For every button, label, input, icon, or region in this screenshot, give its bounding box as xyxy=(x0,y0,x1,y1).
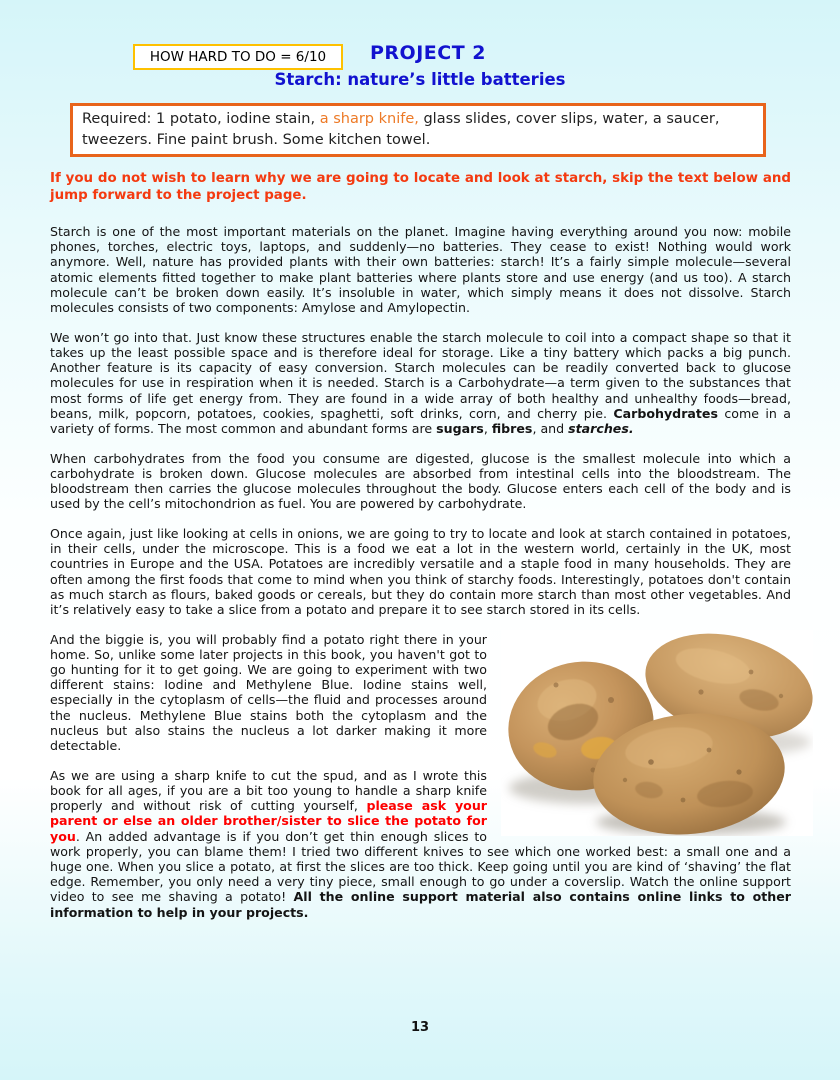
body-content xyxy=(50,171,791,934)
required-materials-box xyxy=(70,103,766,157)
page-number: 13 xyxy=(410,1020,430,1035)
paragraph-digestion: When carbohydrates from the food you consume are digested, glucose is the smallest molecule into which a carbohydrate is broken down. Glucose molecules are absorbed from intestinal cells into the bloodstream. The bloodstream then carries the glucose molecules throughout the body. Glucose enters each cell of the body and is used by the cell’s mitochondrion as fuel. You are powered by carbohydrate. xyxy=(50,450,791,512)
page-subtitle: Starch: nature’s little batteries xyxy=(274,70,566,89)
potatoes-photo xyxy=(501,630,813,836)
difficulty-rating-label: HOW HARD TO DO = 6/10 xyxy=(149,49,327,65)
paragraph-knife-safety: As we are using a sharp knife to cut the spud, and as I wrote this book for all ages, if you are a bit too young to handle a sharp knife properly and without risk of cutting yourself, please ask your parent or else an older brother/sister to slice the potato for you. An added advantage is if you don’t get thin enough slices to work properly, you can blame them! I tried two different knives to see which one worked best: a small one and a huge one. When you slice a potato, at first the slices are too thick. Keep going until you are kind of ‘shaving’ the flat edge. Remember, you only need a very tiny piece, small enough to go under a coverslip. Watch the online support video to see me shaving a potato! All the online support material also contains online links to other information to help in your projects. xyxy=(50,767,792,920)
paragraph-potatoes: Once again, just like looking at cells in onions, we are going to try to locate and look at starch contained in potatoes, in their cells, under the microscope. This is a food we eat a lot in the western world, certainly in the UK, most countries in Europe and the USA. Potatoes are incredibly versatile and a staple food in many households. They are often among the first foods that come to mind when you think of starchy foods. Interestingly, potatoes don't contain as much starch as flours, baked goods or cereals, but they do contain more starch than most other vegetables. And it’s relatively easy to take a slice from a potato and prepare it to see starch stored in its cells. xyxy=(50,525,791,617)
potatoes-photo-illustration xyxy=(501,630,813,836)
paragraph-starch-intro: Starch is one of the most important materials on the planet. Imagine having everything around you now: mobile phones, torches, electric toys, laptops, and suddenly—no batteries. They cease to exist! Nothing would work anymore. Well, nature has provided plants with their own batteries: starch! It’s a fairly simple molecule—several atomic elements fitted together to make plant batteries where plants store and use energy (and us too). A starch molecule can’t be broken down easily. It’s insoluble in water, which simply means it does not dissolve. Starch molecules consists of two components: Amylose and Amylopectin. xyxy=(50,224,791,316)
paragraph-stains: And the biggie is, you will probably find a potato right there in your home. So, unlike some later projects in this book, you haven't got to go hunting for it to get going. We are going to experiment with two different stains: Iodine and Methylene Blue. Iodine stains well, especially in the cytoplasm of cells—the fluid and processes around the nucleus. Methylene Blue stains both the cytoplasm and the nucleus but also stains the nucleus a lot darker making it more detectable. xyxy=(50,631,487,754)
paragraph-carbohydrates: We won’t go into that. Just know these structures enable the starch molecule to coil into a compact shape so that it takes up the least possible space and is therefore ideal for storage. Like a tiny battery which packs a big punch. Another feature is its capacity of easy conversion. Starch molecules can be readily converted back to glucose molecules for use in respiration when it is needed. Starch is a Carbohydrate—a term given to the substances that most forms of life get energy from. They are found in a wide array of both healthy and unhealthy foods—bread, beans, milk, popcorn, potatoes, cookies, spaghetti, soft drinks, corn, and cherry pie. Carbohydrates come in a variety of forms. The most common and abundant forms are sugars, fibres, and starches. xyxy=(50,329,791,436)
required-materials-text: Required: 1 potato, iodine stain, a sharp knife, glass slides, cover slips, water, a saucer, tweezers. Fine paint brush. Some kitchen towel. xyxy=(82,111,720,148)
skip-notice-text: If you do not wish to learn why we are going to locate and look at starch, skip the text below and jump forward to the project page. xyxy=(50,171,791,203)
page-title: PROJECT 2 xyxy=(370,42,486,64)
difficulty-rating-box xyxy=(133,44,343,70)
